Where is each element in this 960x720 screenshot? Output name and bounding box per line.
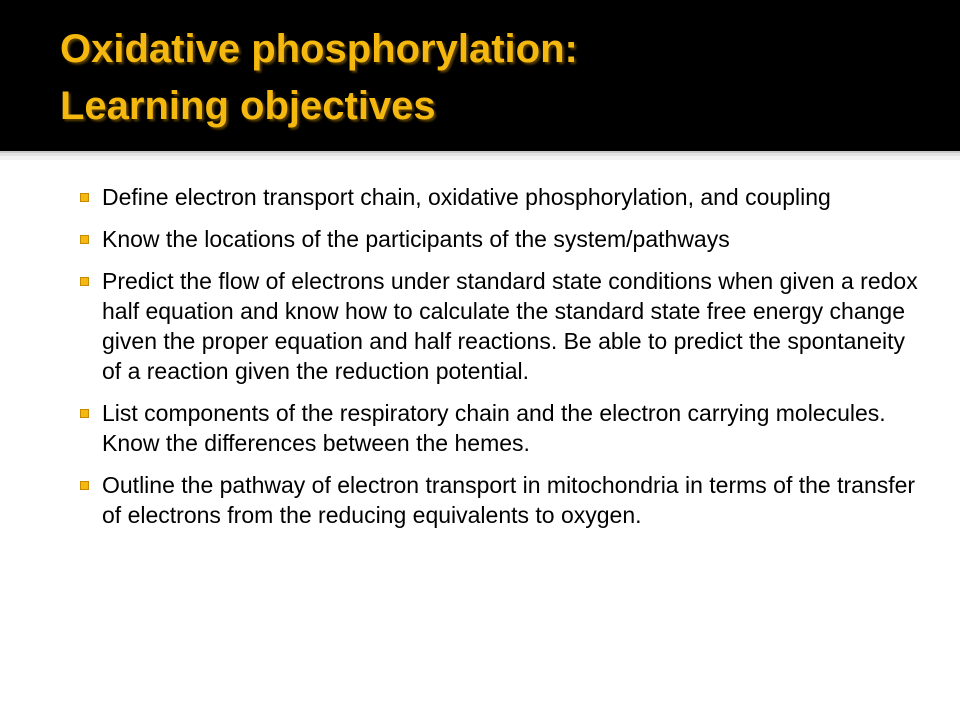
objective-item — [80, 398, 920, 458]
objective-text: Define electron transport chain, oxidative phosphorylation, and coupling — [102, 184, 831, 210]
square-bullet-icon — [80, 409, 89, 418]
objective-text: List components of the respiratory chain and the electron carrying molecules. Know the differences between the hemes. — [102, 400, 886, 456]
square-bullet-icon — [80, 277, 89, 286]
objective-item — [80, 266, 920, 386]
objectives-list — [80, 182, 920, 542]
objective-text: Know the locations of the participants of the system/pathways — [102, 226, 730, 252]
objective-item — [80, 470, 920, 530]
square-bullet-icon — [80, 193, 89, 202]
slide-title-line-2: Learning objectives — [60, 84, 436, 128]
slide-title-line-1: Oxidative phosphorylation: — [60, 27, 578, 71]
title-divider-fade — [0, 156, 960, 160]
objective-text: Outline the pathway of electron transport in mitochondria in terms of the transfer of electrons from the reducing equivalents to oxygen. — [102, 472, 916, 528]
square-bullet-icon — [80, 481, 89, 490]
title-bar — [0, 0, 960, 151]
objective-item — [80, 182, 920, 212]
square-bullet-icon — [80, 235, 89, 244]
objective-text: Predict the flow of electrons under standard state conditions when given a redox half equation and know how to calculate the standard state free energy change given the proper equation and half reactions. Be able to predict the spontaneity of a reaction given the reduction potential. — [102, 268, 918, 384]
objective-item — [80, 224, 920, 254]
